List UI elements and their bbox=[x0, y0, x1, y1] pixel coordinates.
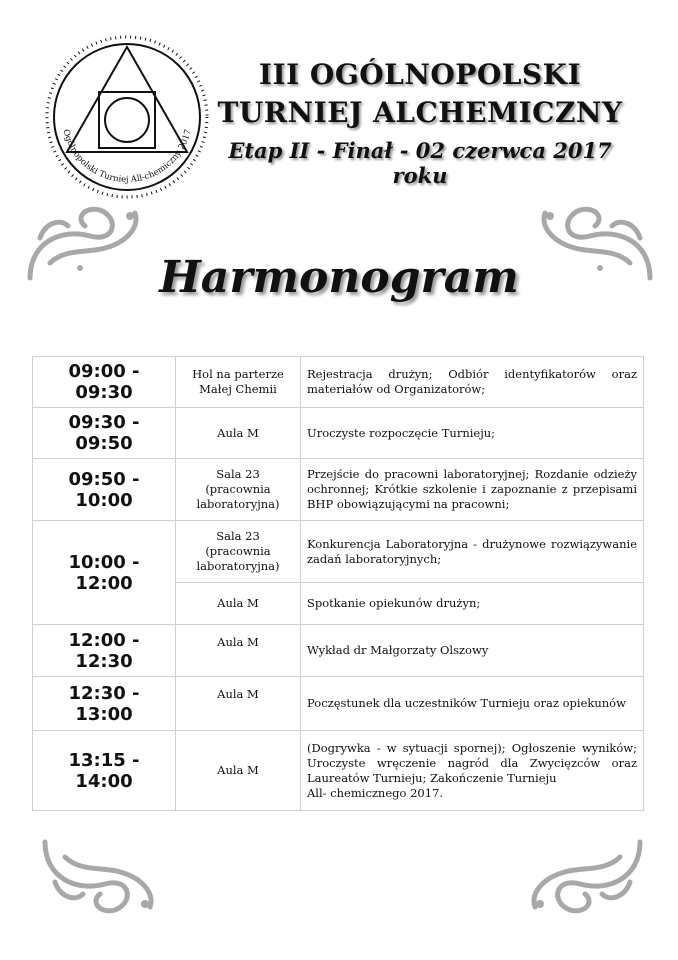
logo-ring-text: Ogólnopolski Turniej All-chemiczny 2017 bbox=[60, 128, 194, 186]
place-line: Aula M bbox=[217, 635, 259, 649]
schedule-row bbox=[33, 459, 644, 521]
page-heading: Harmonogram bbox=[159, 252, 519, 303]
svg-text:Ogólnopolski Turniej All-chemi bbox=[60, 128, 193, 185]
description-cell: Rejestracja drużyn; Odbiór identyfikatorów oraz materiałów od Organizatorów; bbox=[301, 357, 644, 408]
place-cell bbox=[176, 521, 301, 583]
schedule-row bbox=[33, 408, 644, 459]
place-line: Aula M bbox=[217, 596, 259, 610]
place-cell bbox=[176, 583, 301, 625]
place-line: Małej Chemii bbox=[199, 382, 277, 396]
place-line: Sala 23 bbox=[216, 467, 260, 481]
place-line: Aula M bbox=[217, 425, 259, 440]
time-cell: 12:00 - 12:30 bbox=[33, 625, 176, 677]
tournament-logo bbox=[42, 32, 212, 202]
place-line: Sala 23 bbox=[216, 529, 260, 543]
schedule-row bbox=[33, 625, 644, 677]
description-line: All- chemicznego 2017. bbox=[307, 785, 444, 800]
ornament-bottom-right bbox=[520, 832, 650, 922]
time-cell: 12:30 - 13:00 bbox=[33, 677, 176, 731]
place-line: Hol na parterze bbox=[192, 367, 284, 381]
place-cell bbox=[176, 357, 301, 408]
description-cell: Przejście do pracowni laboratoryjnej; Rozdanie odzieży ochronnej; Krótkie szkolenie i zapoznanie z przepisami BHP obowiązującymi na pracowni; bbox=[301, 459, 644, 521]
place-cell bbox=[176, 625, 301, 677]
description-line: (Dogrywka - w sytuacji spornej); Ogłoszenie wyników; Uroczyste wręczenie nagród dla Zwycięzców oraz Laureatów Turnieju; Zakończenie Turnieju bbox=[307, 740, 637, 785]
place-line: laboratoryjna) bbox=[196, 497, 280, 511]
description-cell: Spotkanie opiekunów drużyn; bbox=[301, 583, 644, 625]
time-cell: 09:00 - 09:30 bbox=[33, 357, 176, 408]
description-cell bbox=[301, 731, 644, 811]
time-cell: 09:50 - 10:00 bbox=[33, 459, 176, 521]
place-cell bbox=[176, 408, 301, 459]
schedule-row bbox=[33, 731, 644, 811]
schedule-row bbox=[33, 677, 644, 731]
description-cell: Uroczyste rozpoczęcie Turnieju; bbox=[301, 408, 644, 459]
place-line: Aula M bbox=[217, 763, 259, 777]
place-cell bbox=[176, 459, 301, 521]
place-cell bbox=[176, 731, 301, 811]
header-line-1: III OGÓLNOPOLSKI bbox=[258, 58, 582, 91]
description-cell: Konkurencja Laboratoryjna - drużynowe rozwiązywanie zadań laboratoryjnych; bbox=[301, 521, 644, 583]
place-line: laboratoryjna) bbox=[196, 559, 280, 573]
ornament-bottom-left bbox=[35, 832, 165, 922]
place-cell bbox=[176, 677, 301, 731]
time-cell: 13:15 - 14:00 bbox=[33, 731, 176, 811]
schedule-table bbox=[32, 356, 644, 811]
time-cell: 10:00 - 12:00 bbox=[33, 521, 176, 625]
header-line-3: Etap II - Finał - 02 czerwca 2017 roku bbox=[228, 138, 612, 188]
place-line: (pracownia bbox=[205, 482, 271, 496]
place-line: Aula M bbox=[217, 687, 259, 701]
schedule-row bbox=[33, 357, 644, 408]
description-cell: Poczęstunek dla uczestników Turnieju oraz opiekunów bbox=[301, 677, 644, 731]
place-line: (pracownia bbox=[205, 544, 271, 558]
schedule-row bbox=[33, 521, 644, 583]
description-cell: Wykład dr Małgorzaty Olszowy bbox=[301, 625, 644, 677]
time-cell: 09:30 - 09:50 bbox=[33, 408, 176, 459]
header-line-2: TURNIEJ ALCHEMICZNY bbox=[217, 96, 623, 129]
